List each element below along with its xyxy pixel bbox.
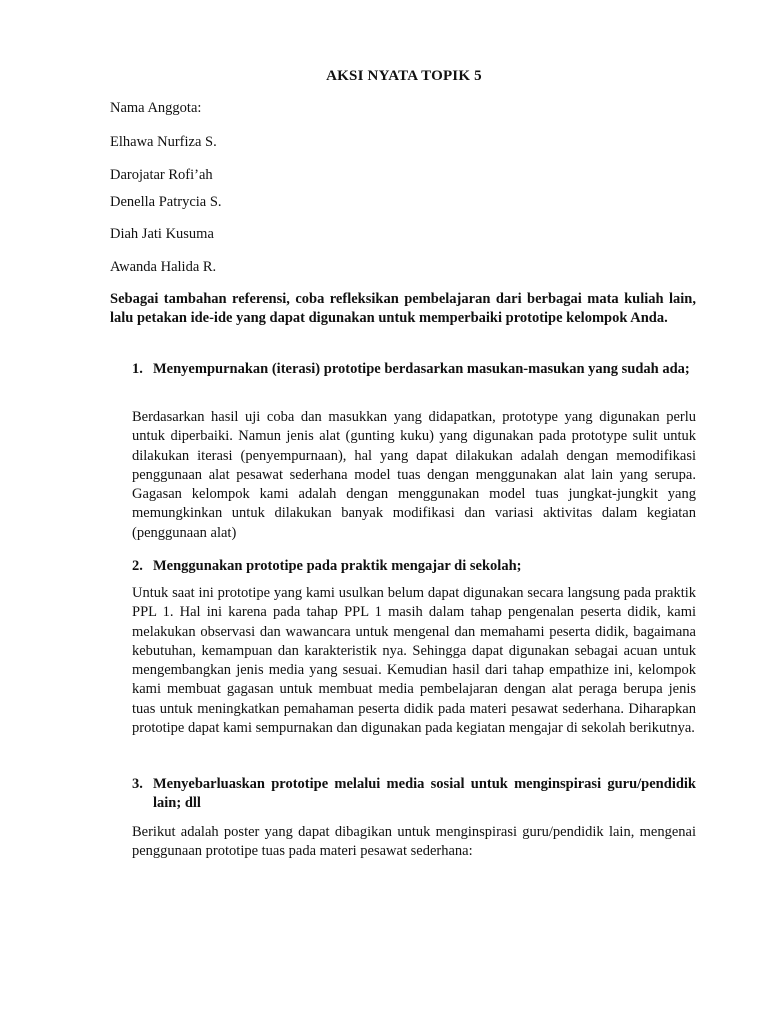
section-heading-text: Menggunakan prototipe pada praktik mengajar di sekolah; (153, 558, 522, 574)
members-label: Nama Anggota: (110, 100, 202, 116)
section-body-1: Berdasarkan hasil uji coba dan masukkan yang didapatkan, prototype yang digunakan perlu untuk diperbaiki. Namun jenis alat (gunting kuku) yang digunakan pada prototype sulit untuk dilakukan iterasi (penyempurnaan), hal yang dapat dilakukan adalah dengan memodifikasi penggunaan alat pesawat sederhana model tuas dengan menggunakan alat lain yang serupa. Gagasan kelompok kami adalah dengan menggunakan model tuas jungkat-jungkit yang memungkinkan untuk dilakukan banyak modifikasi dan variasi aktivitas dalam kegiatan (penggunaan alat) (132, 409, 696, 541)
member-name: Awanda Halida R. (110, 259, 217, 275)
member-name: Darojatar Rofi’ah (110, 167, 213, 183)
section-number: 2. (132, 558, 143, 574)
section-body-3: Berikut adalah poster yang dapat dibagikan untuk menginspirasi guru/pendidik lain, mengenai penggunaan prototipe tuas pada materi pesawat sederhana: (132, 824, 696, 860)
section-heading-text: Menyebarluaskan prototipe melalui media sosial untuk menginspirasi guru/pendidik lain; dll (153, 776, 696, 811)
section-number: 3. (132, 776, 143, 792)
member-name: Diah Jati Kusuma (110, 226, 214, 242)
section-number: 1. (132, 361, 143, 377)
reflection-prompt: Sebagai tambahan referensi, coba refleksikan pembelajaran dari berbagai mata kuliah lain, lalu petakan ide-ide yang dapat digunakan untuk memperbaiki prototipe kelompok Anda. (110, 291, 696, 326)
section-body-2: Untuk saat ini prototipe yang kami usulkan belum dapat digunakan secara langsung pada praktik PPL 1. Hal ini karena pada tahap PPL 1 masih dalam tahap pengenalan peserta didik, kami melakukan observasi dan wawancara untuk mengenal dan memahami peserta didik, bagaimana kebutuhan, kemampuan dan karakteristik nya. Sehingga dapat digunakan sebagai acuan untuk mengembangkan jenis media yang sesuai. Kemudian hasil dari tahap empathize ini, kelompok kami membuat gagasan untuk membuat media pembelajaran dengan alat peraga berupa jenis tuas untuk meningkatkan pemahaman peserta didik pada materi pesawat sederhana. Diharapkan prototipe dapat kami sempurnakan dan digunakan pada kegiatan mengajar di sekolah berikutnya. (132, 585, 696, 737)
section-heading-1 (132, 360, 696, 379)
section-heading-3 (132, 775, 696, 813)
document-title: AKSI NYATA TOPIK 5 (326, 68, 482, 84)
section-heading-text: Menyempurnakan (iterasi) prototipe berdasarkan masukan-masukan yang sudah ada; (153, 361, 690, 377)
section-heading-2 (132, 557, 696, 576)
member-name: Denella Patrycia S. (110, 194, 222, 210)
member-name: Elhawa Nurfiza S. (110, 134, 217, 150)
